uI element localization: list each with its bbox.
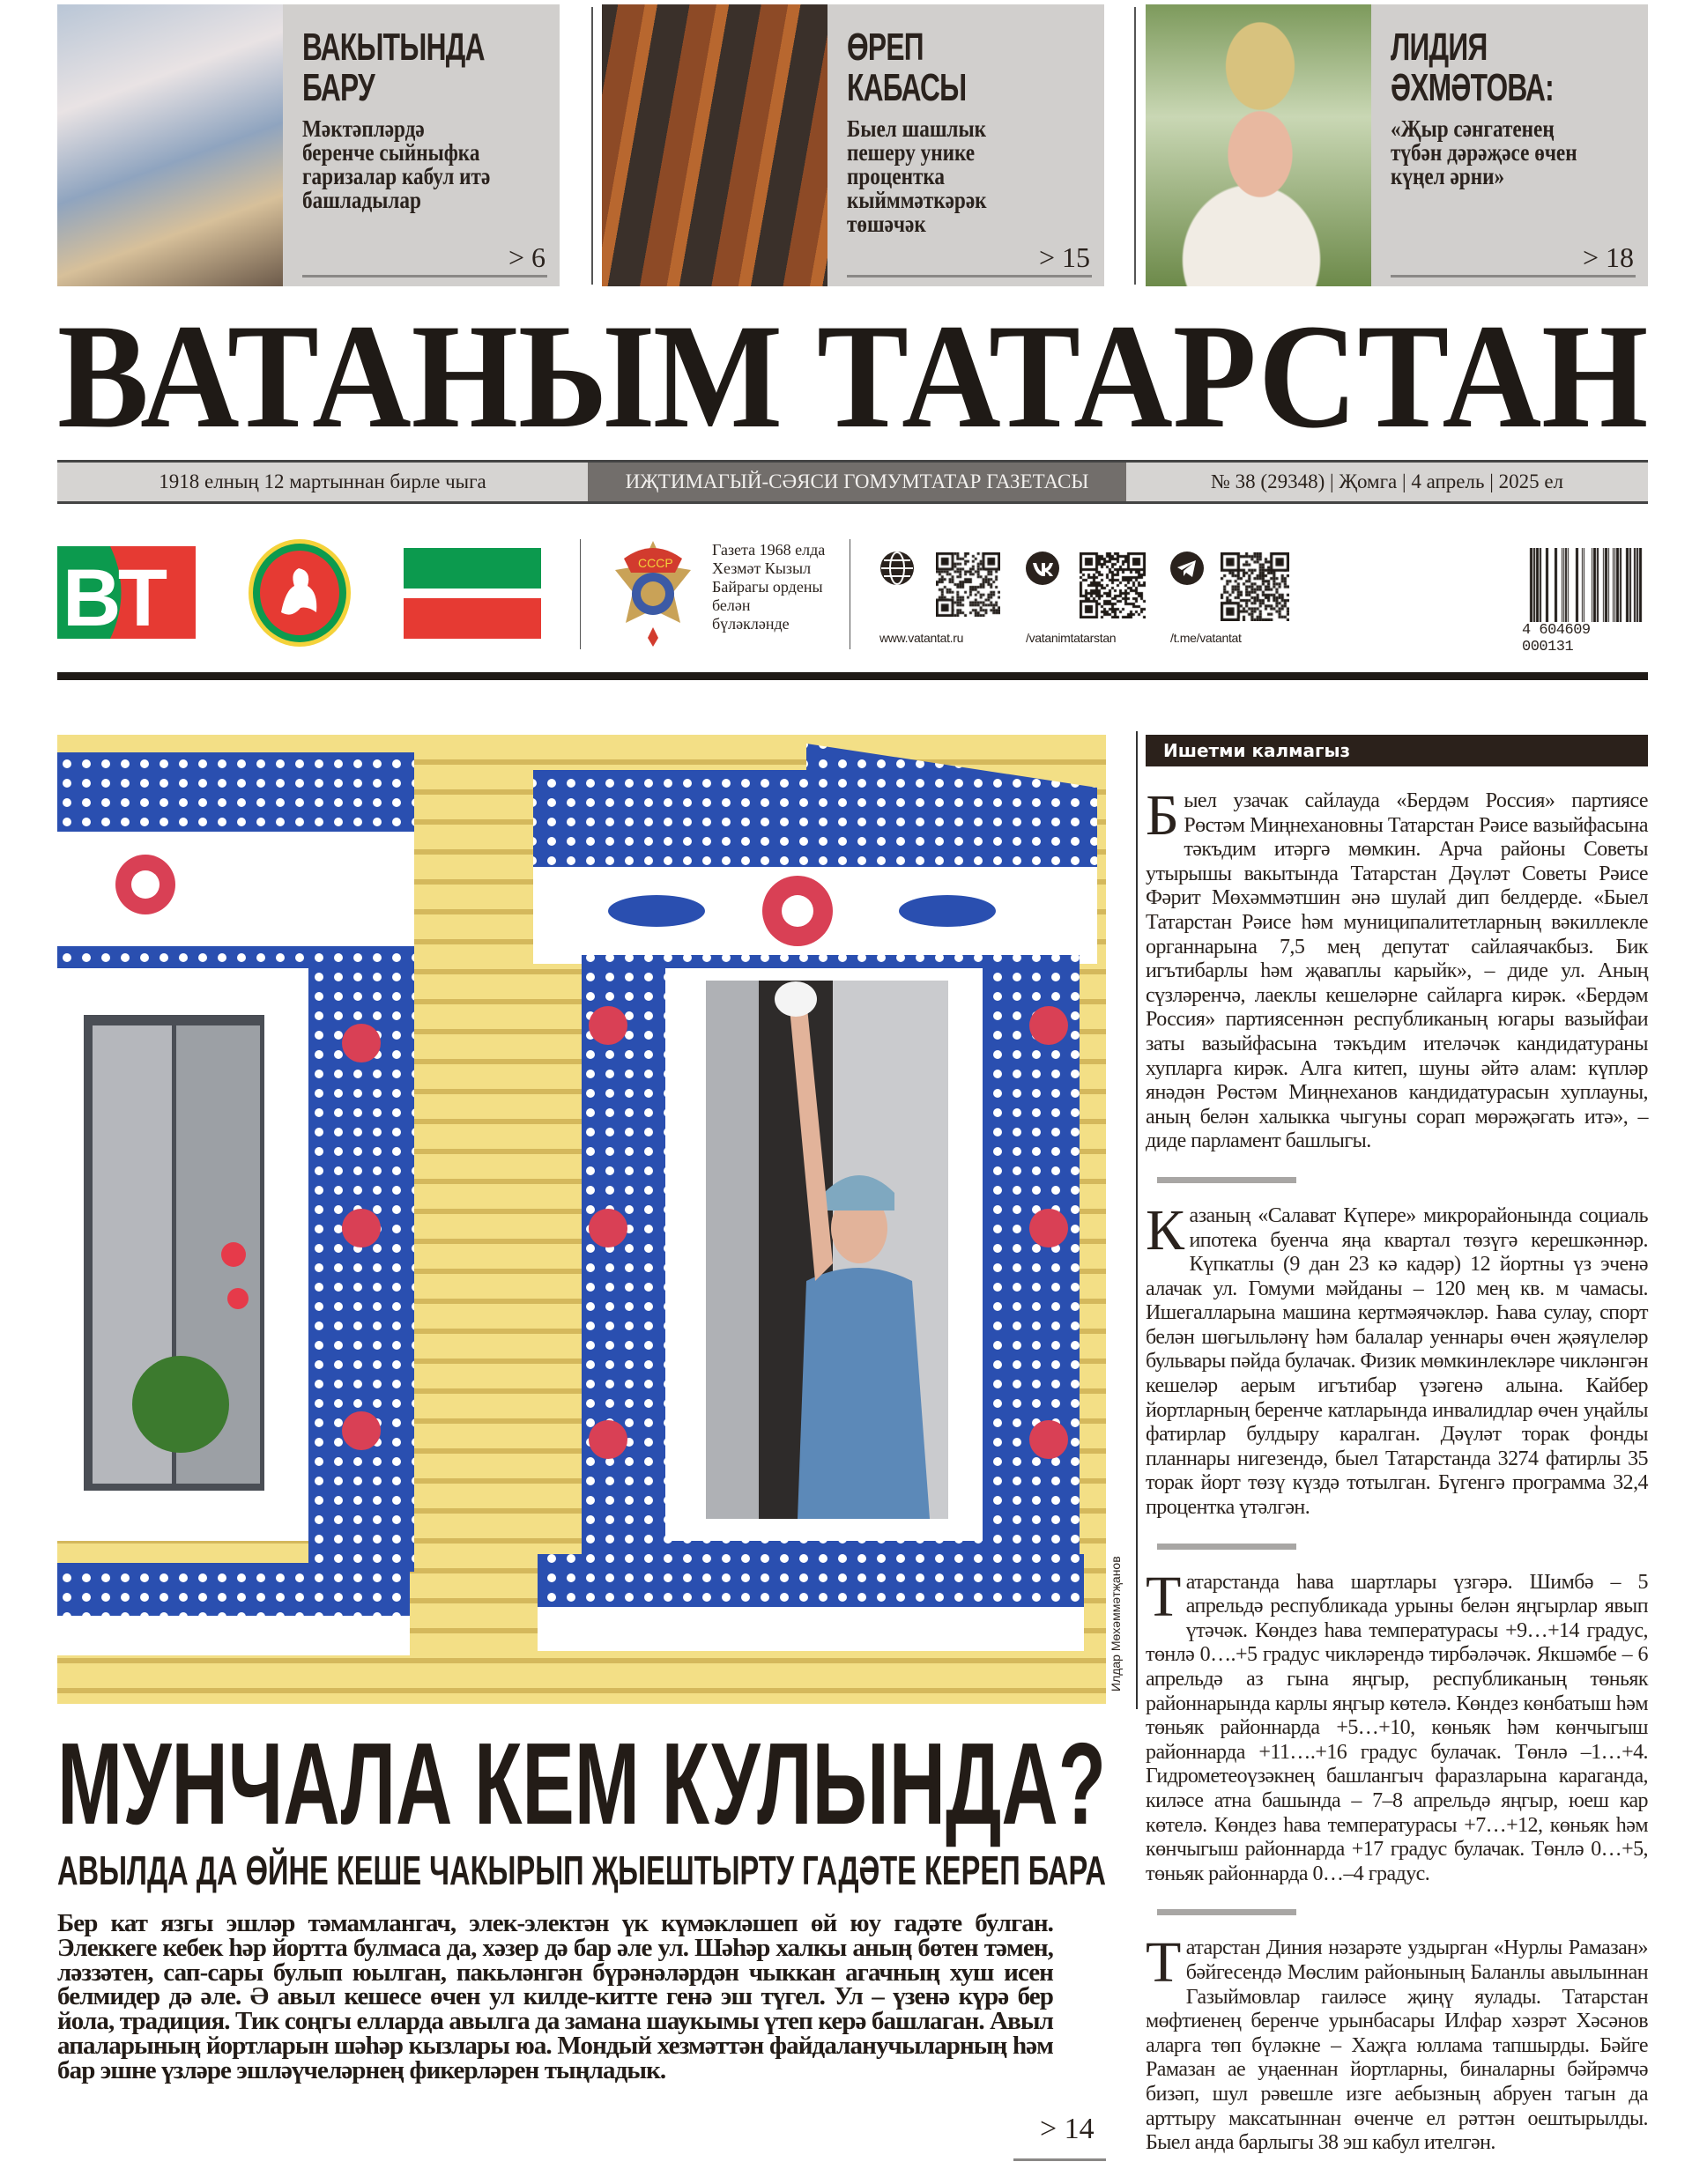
- globe-icon[interactable]: [879, 551, 915, 586]
- teaser-subtitle: «Җыр сәнгатенең: [1391, 115, 1555, 142]
- brief-separator: [1157, 1544, 1296, 1550]
- teaser-photo-shashlik: [602, 4, 827, 286]
- teaser-page-ref[interactable]: > 18: [1582, 241, 1634, 273]
- page-ref-rule: [1013, 2158, 1106, 2161]
- teaser-photo-child: [57, 4, 283, 286]
- info-bar-tagline: [588, 460, 1126, 504]
- vk-link[interactable]: /vatanimtatarstan: [1026, 631, 1117, 645]
- info-bar-issue: [1126, 460, 1648, 504]
- brief-article-1: [1146, 783, 1648, 1154]
- brief-separator: [1157, 1177, 1296, 1183]
- barcode: [1522, 548, 1647, 622]
- brief-text: азаның «Салават Күпере» микрорайонында социаль ипотека буенча яңа квартал төзүгә керешкәннәр. Күпкатлы (9 дан 23 кә кадәр) 12 йортны үз эченә алачак ул. Гомуми мәйданы – 120 мең кв. м чамасы. Ишегалларына машина кертмәячәкләр. Һава сулау, спорт белән шөгыльләнү һәм балалар уеннары өчен җәяүлеләр бульвары пәйда булачак. Физик мөмкинлекләре чикләнгән кешеләр аерым игътибар үзәгенә алына. Кайбер йортларның беренче катларында инвалидлар өчен уңайлы фатирлар булдыру каралган. Дәүләт торак фонды планнары нигезендә, быел Татарстанда 3274 фатирлы 35 торак йорт төзү күздә тотылган. Бүгенгә программа 32,4 процентка үтәлгән.: [1146, 1203, 1648, 1520]
- bt-logo-letters: ВТ: [63, 553, 168, 639]
- teaser-rule: [1391, 275, 1636, 278]
- teaser-page-ref[interactable]: > 6: [508, 241, 545, 273]
- order-text-line: белән: [712, 596, 751, 614]
- drop-cap: Т: [1146, 1564, 1181, 1629]
- teaser-title: БАРУ: [302, 66, 375, 109]
- order-text-line: бүләкләнде: [712, 615, 790, 633]
- teaser-subtitle: түбән дәрәҗәсе өчен: [1391, 139, 1577, 166]
- tatarstan-flag-icon: [404, 548, 541, 639]
- teaser-subtitle: төшәчәк: [847, 211, 926, 237]
- brief-article-3: [1146, 1564, 1648, 1887]
- divider: [580, 539, 581, 649]
- column-divider: [591, 7, 593, 285]
- teaser-subtitle: күңел әрни»: [1391, 163, 1505, 189]
- drop-cap: Б: [1146, 783, 1179, 848]
- svg-text:СССР: СССР: [638, 556, 673, 570]
- column-divider: [1134, 7, 1136, 285]
- teaser-title: КАБАСЫ: [847, 66, 967, 109]
- teaser-card-2[interactable]: [602, 4, 1104, 286]
- teaser-rule: [847, 275, 1092, 278]
- masthead: [57, 293, 1649, 459]
- vk-icon[interactable]: [1025, 551, 1060, 586]
- newspaper-title: ВАТАНЫМ ТАТАРСТАН: [57, 293, 1649, 459]
- news-briefs-column: [1146, 735, 1648, 2156]
- qr-code-telegram[interactable]: [1221, 552, 1289, 621]
- teaser-title: ЛИДИЯ: [1391, 26, 1488, 69]
- order-text-line: Газета 1968 елда: [712, 541, 826, 559]
- qr-code-website[interactable]: [936, 552, 1000, 617]
- qr-code-vk[interactable]: [1080, 552, 1146, 618]
- order-badge-icon: [612, 539, 694, 648]
- main-headline[interactable]: [57, 1719, 1107, 1848]
- info-bar-founded: [57, 460, 588, 504]
- telegram-link[interactable]: /t.me/vatantat: [1170, 631, 1242, 645]
- teaser-subtitle: кыйммәткәрәк: [847, 187, 987, 213]
- brief-text: ыел узачак сайлауда «Бердәм Россия» партиясе Рөстәм Миңнехановны Татарстан Рәисе вазыйфасына тәкъдим итәргә мөмкин. Арча районы Советы утырышы вакытында Татарстан Дәүләт Советы Рәисе Фәрит Мөхәммәтшин әнә шулай дип белдерде. «Быел Татарстан Рәисе һәм муниципалитетларның вәкиллекле органнарына 7,5 мең депутат сайлаячакбыз. Бик игътибарлы һәм җаваплы карыйк», – диде ул. Аның сүзләренчә, лаеклы кешеләрне сайларга кирәк. «Бердәм Россия» партиясеннән республиканың югары вазыйфаи заты вазыйфасына тәкъдим ителәчәк кандидатураны хупларга кирәк. Алга китеп, шуны әйтә алам: күпләр янәдән Рөстәм Миңнеханов кандидатурасын хуплауны, аның белән халыкка чыгуны сорап мөрәҗәгать итә», – диде парламент башлыгы.: [1146, 789, 1648, 1153]
- issue-info: № 38 (29348) | Җомга | 4 апрель | 2025 ел: [1210, 470, 1564, 492]
- drop-cap: Т: [1146, 1930, 1181, 1995]
- order-text-line: Хезмәт Кызыл: [712, 559, 812, 577]
- bt-logo: [57, 546, 196, 639]
- main-photo-carved-windows: [57, 735, 1106, 1704]
- order-text-line: Байрагы ордены: [712, 578, 823, 596]
- main-lead-text: Бер кат язгы эшләр тәмамлангач, элек-электән үк күмәкләшеп өй юу гадәте булган. Элеккеге кебек һәр йортта булмаса да, хәзер дә бар әле ул. Шәһәр халкы аның бөтен тәмен, ләззәтен, сап-сары булып юылган, пакьләнгән бүрәнәләрдән чыккан агачның хуш исен белмидер дә әле. Ә авыл кешесе өчен ул килде-китте генә эш түгел. Ул – үзенә күрә бер йола, традиция. Тик соңгы елларда авылга да замана шаукымы үтеп керә башлаган. Авыл апаларының йортларын шәһәр кызлары юа. Мондый хезмәттән файдаланучыларның һәм бар эшне үзләре эшләүчеләрнең фикерләрен тыңладык.: [57, 1909, 1053, 2084]
- teaser-subtitle: процентка: [847, 163, 946, 189]
- tatarstan-emblem-icon: [246, 537, 353, 649]
- headline-text[interactable]: МУНЧАЛА КЕМ КУЛЫНДА?: [57, 1719, 1107, 1848]
- teaser-title: ӨРЕП: [847, 26, 924, 69]
- brief-text: атарстанда һава шартлары үзгәрә. Шимбә – 5 апрельдә республикада урыны белән яңгырлар явып үтәчәк. Көндез һава температурасы +9…+14 градус, төнлә 0….+5 градус чикләрендә тирбәләчәк. Якшәмбе – 6 апрельдә аз гына яңгыр, республиканың төньяк районнарында карлы яңгыр көтелә. Көндез көнбатыш һәм төньяк районнарда +5…+10, көньяк һәм көнчыгыш районнарда +11….+16 градус булачак. Төнлә –1…+4. Гидрометеоүзәкнең башлангыч фаразларына караганда, киләсе атна башында – 7–8 апрельдә яңгыр, юеш кар көтелә. Көндез һава температурасы +7…+12, көньяк һәм көнчыгыш районнарда +17 градус булачак. Төнлә 0…+5, төньяк районнарда 0…–4 градус.: [1146, 1570, 1648, 1885]
- founded-text: 1918 елның 12 мартыннан бирле чыга: [159, 470, 486, 492]
- teaser-rule: [302, 275, 547, 278]
- teaser-subtitle: гаризалар кабул итә: [302, 163, 491, 189]
- teaser-subtitle: беренче сыйныфка: [302, 139, 480, 166]
- drop-cap: К: [1146, 1197, 1184, 1262]
- subheadline-text: АВЫЛДА ДА ӨЙНЕ КЕШЕ ЧАКЫРЫП ҖЫЕШТЫРТУ ГАДӘТЕ КЕРЕП БАРА: [57, 1847, 1106, 1893]
- main-page-ref[interactable]: > 14: [1040, 2113, 1095, 2145]
- barcode-number: 4 604609 000131: [1522, 622, 1591, 655]
- brief-article-4: [1146, 1930, 1648, 2155]
- teaser-page-ref[interactable]: > 15: [1038, 241, 1090, 273]
- teaser-title: ӘХМӘТОВА:: [1391, 66, 1554, 109]
- section-header: Ишетми калмагыз: [1146, 735, 1648, 766]
- teaser-photo-singer: [1146, 4, 1371, 286]
- brief-article-2: [1146, 1197, 1648, 1521]
- photo-credit: Илдар Мөхәммәтҗанов: [1109, 1556, 1123, 1692]
- teaser-subtitle: Мәктәпләрдә: [302, 115, 425, 142]
- teaser-card-3[interactable]: [1146, 4, 1648, 286]
- website-link[interactable]: www.vatantat.ru: [879, 631, 964, 645]
- teaser-subtitle: пешеру унике: [847, 139, 976, 166]
- order-award-text: [712, 541, 844, 633]
- tagline-text: ИҖТИМАГЫЙ-СӘЯСИ ГОМУМТАТАР ГАЗЕТАСЫ: [625, 470, 1089, 492]
- brief-text: атарстан Диния нәзарәте уздырган «Нурлы Рамазан» бәйгесендә Мөслим районының Баланлы авылыннан Газыймовлар гаиләсе җиңү яулады. Татарстан мөфтиенең беренче урынбасары Илфар хәзрәт Хәсәнов аларга төп бүләкне – Хаҗга юллама тапшырды. Бәйге Рамазан ае уңаеннан йортларны, биналарны бәйрәмчә бизәп, шул рәвешле изге аебызның абруен тагын да арттыру максатыннан өченче ел рәттән оештырылды. Быел анда барлыгы 38 эш кабул ителгән.: [1146, 1936, 1648, 2155]
- teaser-title: ВАКЫТЫНДА: [302, 26, 485, 69]
- header-rule: [57, 672, 1648, 680]
- brief-separator: [1157, 1909, 1296, 1915]
- column-divider: [1136, 731, 1138, 1709]
- main-subheadline: [57, 1848, 1106, 1892]
- telegram-icon[interactable]: [1169, 551, 1205, 586]
- teaser-card-1[interactable]: [57, 4, 560, 286]
- teaser-subtitle: башладылар: [302, 187, 421, 213]
- teaser-subtitle: Быел шашлык: [847, 115, 986, 142]
